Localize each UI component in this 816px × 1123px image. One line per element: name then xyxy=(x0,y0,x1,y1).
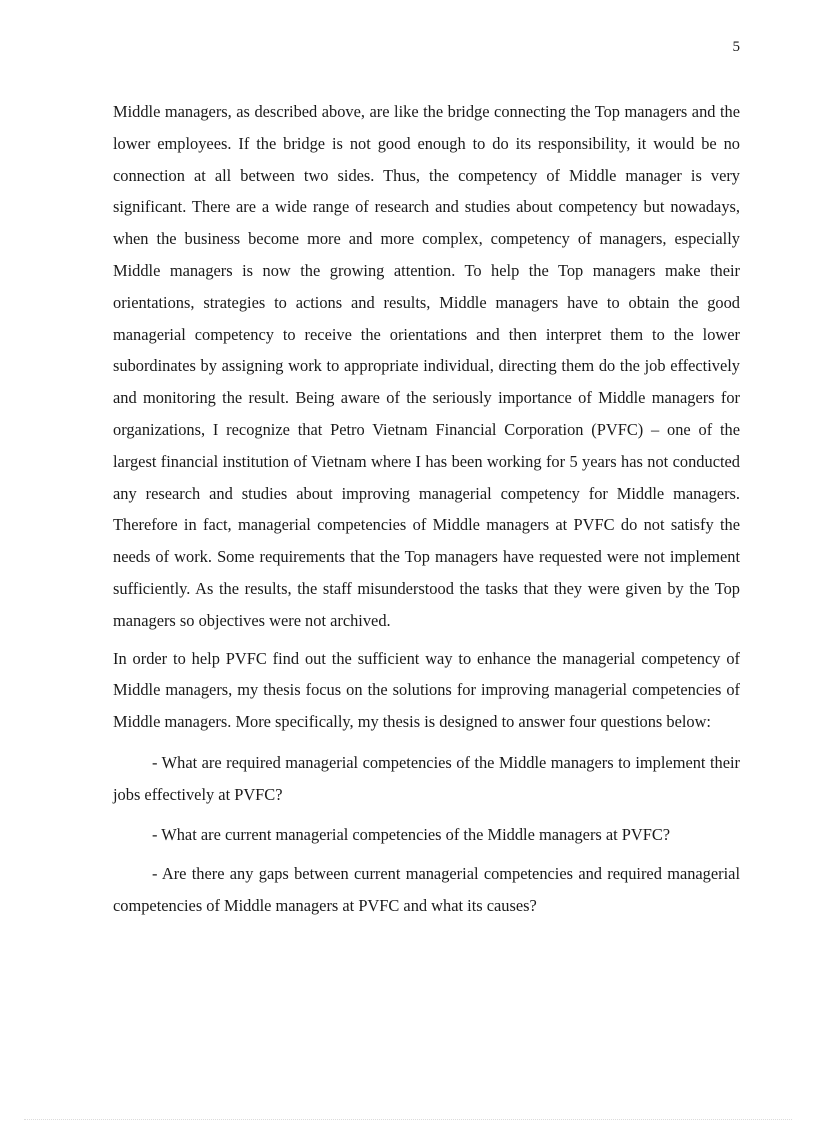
paragraph-thesis-focus: In order to help PVFC find out the sufficient way to enhance the managerial competency of Middle managers, my thesis focus on the solutions for improving managerial competencies of Middle managers. More specifically, my thesis is designed to answer four questions below: xyxy=(113,648,740,732)
document-body xyxy=(113,96,740,930)
research-question-current-competencies: - What are current managerial competencies of the Middle managers at PVFC? xyxy=(152,824,671,844)
page-bottom-divider xyxy=(24,1119,792,1120)
paragraph-middle-managers-bridge: Middle managers, as described above, are like the bridge connecting the Top managers and the lower employees. If the bridge is not good enough to do its responsibility, it would be no connection at all between two sides. Thus, the competency of Middle manager is very significant. There are a wide range of research and studies about competency but nowadays, when the business become more and more complex, competency of managers, especially Middle managers is now the growing attention. To help the Top managers make their orientations, strategies to actions and results, Middle managers have to obtain the good managerial competency to receive the orientations and then interpret them to the lower subordinates by assigning work to appropriate individual, directing them do the job effectively and monitoring the result. Being aware of the seriously importance of Middle managers for organizations, I recognize that Petro Vietnam Financial Corporation (PVFC) – one of the largest financial institution of Vietnam where I has been working for 5 years has not conducted any research and studies about improving managerial competency for Middle managers. Therefore in fact, managerial competencies of Middle managers at PVFC do not satisfy the needs of work. Some requirements that the Top managers have requested were not implement sufficiently. As the results, the staff misunderstood the tasks that they were given by the Top managers so objectives were not archived. xyxy=(113,102,740,630)
page-number: 5 xyxy=(732,39,740,55)
research-question-competency-gaps: - Are there any gaps between current managerial competencies and required managerial competencies of Middle managers at PVFC and what its causes? xyxy=(113,864,740,916)
research-question-required-competencies: - What are required managerial competencies of the Middle managers to implement their jobs effectively at PVFC? xyxy=(113,752,740,804)
research-questions-list xyxy=(113,747,740,922)
